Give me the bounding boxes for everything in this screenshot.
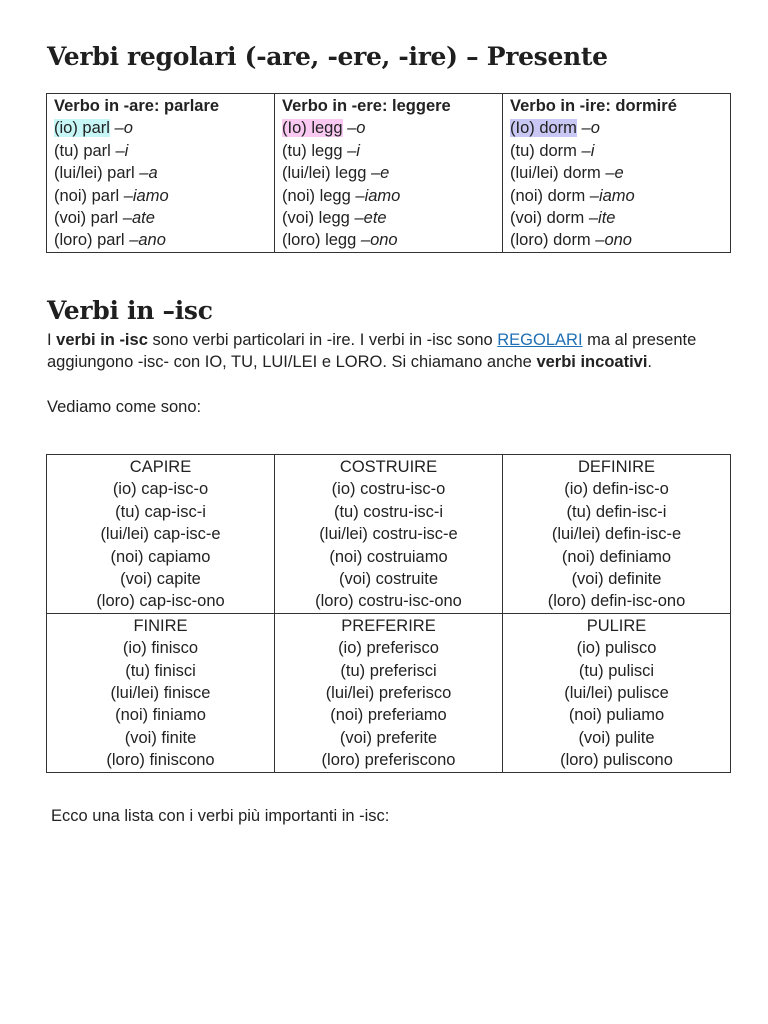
verb-ending: –ete (354, 209, 387, 228)
verb-ending: –ano (129, 231, 166, 250)
section-title-regular-verbs: Verbi regolari (-are, -ere, -ire) – Presente (47, 42, 608, 71)
verb-cell (47, 613, 275, 772)
verb-cell (275, 455, 503, 614)
verb-column-ere (275, 94, 503, 253)
subject: (lui/lei) dorm (510, 164, 601, 183)
intro-text: sono verbi particolari in -ire. I verbi in -isc sono (147, 331, 498, 349)
verb-ending: –o (114, 119, 133, 138)
conjugation-line: (tu) finisci (125, 661, 196, 680)
highlighted-subject: (io) parl (54, 119, 110, 138)
conjugation-line: (loro) finiscono (106, 751, 215, 770)
column-header: Verbo in -are: parlare (54, 97, 220, 115)
verb-infinitive: PREFERIRE (341, 616, 436, 635)
conjugation-line (54, 207, 267, 229)
table-row (47, 455, 731, 614)
verb-ending: –ono (595, 231, 632, 250)
conjugation-line: (tu) costru-isc-i (333, 502, 444, 521)
conjugation-line (510, 117, 723, 139)
conjugation-line: (tu) preferisci (340, 661, 437, 680)
verb-infinitive: PULIRE (586, 616, 647, 635)
subject: (noi) legg (282, 186, 351, 205)
conjugation-line (54, 229, 267, 251)
footer-text: Ecco una lista con i verbi più importanti in -isc: (51, 807, 390, 825)
conjugation-line: (io) pulisco (576, 639, 657, 658)
subject: (tu) legg (282, 141, 343, 160)
conjugation-line (510, 140, 723, 162)
section-title-isc-verbs: Verbi in –isc (47, 296, 213, 325)
intro-text: ma al presente aggiungono -isc- con IO, TU, LUI/LEI e LORO. Si chiamano anche (47, 331, 697, 372)
conjugation-line: (io) cap-isc-o (112, 480, 209, 499)
conjugation-line: (noi) costruiamo (329, 547, 448, 566)
conjugation-line: (lui/lei) costru-isc-e (319, 525, 458, 544)
conjugation-line: (noi) puliamo (568, 706, 665, 725)
highlighted-subject: (Io) legg (282, 119, 343, 138)
conjugation-line: (loro) preferiscono (321, 751, 456, 770)
intro-paragraph (47, 329, 727, 374)
table-row (47, 613, 731, 772)
conjugation-line: (io) defin-isc-o (564, 480, 669, 499)
verb-infinitive: COSTRUIRE (339, 458, 438, 476)
conjugation-line (54, 162, 267, 184)
subject: (voi) legg (282, 209, 350, 228)
verb-ending: –i (347, 141, 360, 160)
subject: (lui/lei) legg (282, 164, 367, 183)
conjugation-line: (io) costru-isc-o (331, 480, 446, 499)
verb-ending: –o (347, 119, 366, 138)
verb-ending: –iamo (355, 186, 401, 205)
verb-ending: –o (581, 119, 600, 138)
conjugation-line: (noi) definiamo (561, 547, 672, 566)
verb-ending: –iamo (123, 186, 169, 205)
conjugation-line: (io) preferisco (338, 639, 439, 658)
table-row (47, 94, 731, 253)
subject: (tu) parl (54, 141, 111, 160)
vediamo-text: Vediamo come sono: (47, 398, 202, 416)
subject: (loro) legg (282, 231, 357, 250)
verb-ending: –ate (122, 209, 155, 228)
regolari-link[interactable]: REGOLARI (497, 331, 583, 349)
conjugation-line (510, 207, 723, 229)
conjugation-line (282, 229, 495, 251)
conjugation-line: (lui/lei) pulisce (564, 684, 669, 703)
conjugation-line (282, 162, 495, 184)
subject: (lui/lei) parl (54, 164, 135, 183)
verb-infinitive: FINIRE (133, 616, 188, 635)
conjugation-line (510, 185, 723, 207)
conjugation-line: (voi) preferite (339, 728, 438, 747)
conjugation-line: (voi) pulite (578, 728, 655, 747)
subject: (tu) dorm (510, 141, 577, 160)
verb-ending: –i (115, 141, 129, 160)
conjugation-line: (loro) cap-isc-ono (96, 592, 225, 611)
subject: (noi) dorm (510, 186, 586, 205)
conjugation-line: (tu) pulisci (578, 661, 655, 680)
column-header: Verbo in -ire: dormiré (510, 97, 677, 115)
verb-ending: –ite (588, 209, 616, 228)
verb-ending: –i (581, 141, 595, 160)
regular-verbs-table (46, 93, 731, 253)
conjugation-line (54, 140, 267, 162)
subject: (voi) dorm (510, 209, 585, 228)
verb-cell (503, 455, 731, 614)
conjugation-line: (voi) costruite (338, 570, 439, 589)
conjugation-line: (io) finisco (122, 639, 199, 658)
verb-infinitive: CAPIRE (129, 458, 192, 476)
conjugation-line: (loro) defin-isc-ono (547, 592, 686, 611)
verb-infinitive: DEFINIRE (577, 458, 655, 476)
verb-ending: –e (370, 164, 390, 183)
isc-verbs-table (46, 454, 731, 773)
subject: (noi) parl (54, 186, 120, 205)
conjugation-line (510, 229, 723, 251)
conjugation-line: (lui/lei) defin-isc-e (551, 525, 682, 544)
verb-ending: –a (139, 164, 158, 183)
verb-ending: –e (605, 164, 624, 183)
subject: (voi) parl (54, 209, 119, 228)
highlighted-subject: (Io) dorm (510, 119, 577, 138)
verb-cell (503, 613, 731, 772)
conjugation-line (282, 207, 495, 229)
conjugation-line (510, 162, 723, 184)
conjugation-line: (voi) capite (120, 570, 201, 589)
verb-cell (47, 455, 275, 614)
verb-column-are (47, 94, 275, 253)
conjugation-line: (noi) finiamo (115, 706, 206, 725)
bold-term: verbi incoativi (536, 353, 648, 372)
conjugation-line: (noi) capiamo (110, 547, 211, 566)
conjugation-line: (lui/lei) preferisco (325, 684, 452, 703)
conjugation-line: (noi) preferiamo (330, 706, 447, 725)
column-header: Verbo in -ere: leggere (282, 97, 451, 115)
subject: (loro) parl (54, 231, 125, 250)
conjugation-line (54, 185, 267, 207)
bold-term: verbi in -isc (56, 331, 148, 349)
conjugation-line: (voi) definite (571, 570, 662, 589)
conjugation-line: (loro) puliscono (560, 751, 673, 770)
conjugation-line (282, 140, 495, 162)
conjugation-line: (loro) costru-isc-ono (315, 592, 462, 611)
verb-ending: –ono (360, 231, 398, 250)
conjugation-line (54, 117, 267, 139)
verb-column-ire (503, 94, 731, 253)
verb-cell (275, 613, 503, 772)
conjugation-line: (lui/lei) finisce (110, 684, 211, 703)
conjugation-line: (voi) finite (124, 728, 197, 747)
conjugation-line (282, 185, 495, 207)
conjugation-line: (tu) cap-isc-i (115, 502, 206, 521)
subject: (loro) dorm (510, 231, 591, 250)
conjugation-line (282, 117, 495, 139)
conjugation-line: (tu) defin-isc-i (566, 502, 667, 521)
conjugation-line: (lui/lei) cap-isc-e (100, 525, 221, 544)
verb-ending: –iamo (589, 186, 635, 205)
intro-text: I (47, 331, 57, 349)
intro-text: . (647, 353, 653, 372)
